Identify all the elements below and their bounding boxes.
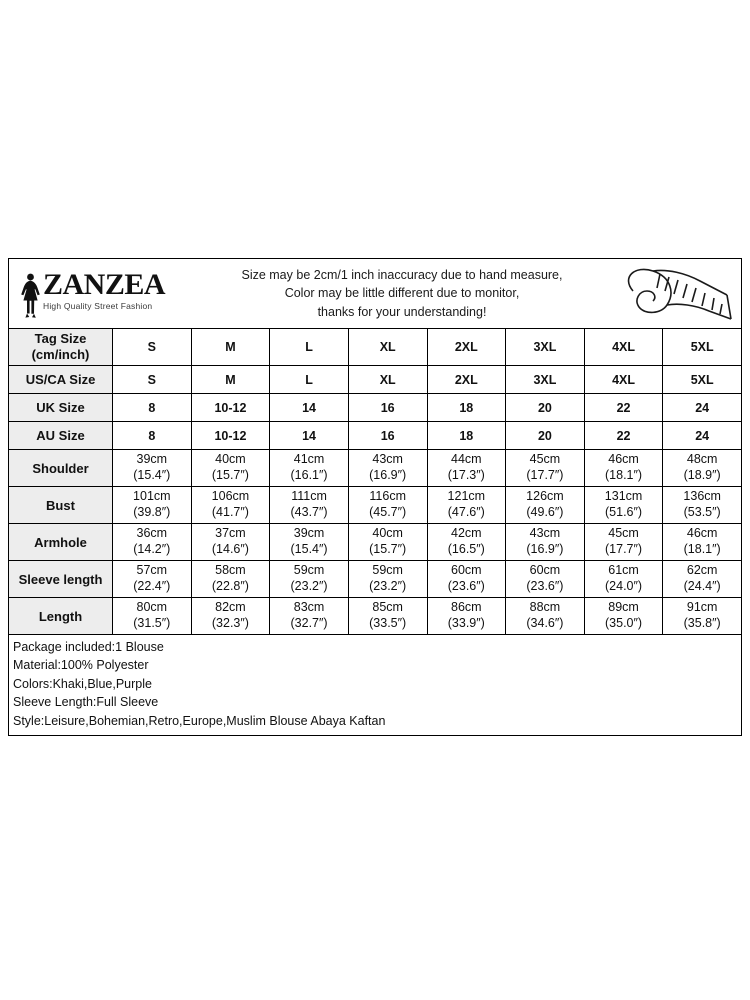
column-header-l: L: [270, 329, 349, 366]
cell-sleeve-3xl: [506, 561, 585, 598]
cell-au-3xl: 20: [506, 422, 585, 450]
brand-name: ZANZEA: [43, 267, 166, 301]
value-inch: (47.6″): [447, 505, 485, 519]
cell-sleeve-2xl: [427, 561, 506, 598]
cell-shoulder-s: [113, 450, 192, 487]
cell-bust-5xl: [663, 487, 742, 524]
cell-shoulder-4xl: [584, 450, 663, 487]
table-header-row: [9, 329, 742, 366]
table-row: [9, 422, 742, 450]
cell-uk-s: 8: [113, 394, 192, 422]
woman-silhouette-icon: [17, 272, 43, 318]
cell-us-ca-xl: XL: [348, 366, 427, 394]
cell-length-l: [270, 598, 349, 635]
cell-armhole-4xl: [584, 524, 663, 561]
cell-uk-5xl: 24: [663, 394, 742, 422]
tag-size-label: Tag Size: [34, 331, 87, 347]
value-cm: 80cm: [136, 600, 168, 615]
cell-us-ca-5xl: 5XL: [663, 366, 742, 394]
measurement-disclaimer: [199, 266, 605, 320]
value-cm: 106cm: [211, 489, 250, 504]
value-inch: (18.1″): [605, 468, 643, 482]
cell-au-4xl: 22: [584, 422, 663, 450]
cell-shoulder-xl: [348, 450, 427, 487]
value-cm: 111cm: [291, 489, 327, 504]
value-inch: (16.5″): [447, 542, 485, 556]
column-header-m: M: [191, 329, 270, 366]
value-inch: (51.6″): [605, 505, 643, 519]
detail-sleeve-length: Sleeve Length:Full Sleeve: [13, 695, 159, 710]
row-label-armhole: Armhole: [9, 524, 113, 561]
value-cm: 39cm: [293, 526, 325, 541]
cell-au-m: 10-12: [191, 422, 270, 450]
cell-au-s: 8: [113, 422, 192, 450]
value-cm: 40cm: [215, 452, 246, 467]
cell-uk-4xl: 22: [584, 394, 663, 422]
value-cm: 48cm: [686, 452, 718, 467]
value-inch: (34.6″): [526, 616, 564, 630]
value-cm: 45cm: [529, 452, 561, 467]
value-cm: 116cm: [369, 489, 406, 504]
value-inch: (22.4″): [133, 579, 171, 593]
value-inch: (41.7″): [211, 505, 249, 519]
cell-armhole-xl: [348, 524, 427, 561]
value-cm: 39cm: [136, 452, 168, 467]
cell-bust-4xl: [584, 487, 663, 524]
value-cm: 88cm: [529, 600, 561, 615]
cell-shoulder-2xl: [427, 450, 506, 487]
value-inch: (17.7″): [605, 542, 643, 556]
value-inch: (15.7″): [369, 542, 407, 556]
table-row: [9, 394, 742, 422]
cell-armhole-s: [113, 524, 192, 561]
value-inch: (23.2″): [369, 579, 407, 593]
disclaimer-line-2: Color may be little different due to monitor,: [284, 286, 520, 301]
column-header-3xl: 3XL: [506, 329, 585, 366]
row-label-uk-size: UK Size: [9, 394, 113, 422]
value-inch: (18.9″): [683, 468, 721, 482]
cell-shoulder-3xl: [506, 450, 585, 487]
value-inch: (31.5″): [133, 616, 171, 630]
size-table: [8, 328, 742, 635]
tag-size-sub: (cm/inch): [31, 347, 90, 362]
cell-length-2xl: [427, 598, 506, 635]
table-row: [9, 366, 742, 394]
value-cm: 41cm: [293, 452, 325, 467]
cell-uk-xl: 16: [348, 394, 427, 422]
cell-armhole-3xl: [506, 524, 585, 561]
cell-shoulder-m: [191, 450, 270, 487]
value-inch: (43.7″): [290, 505, 328, 519]
value-cm: 121cm: [447, 489, 486, 504]
value-cm: 136cm: [683, 489, 721, 504]
cell-sleeve-l: [270, 561, 349, 598]
cell-length-5xl: [663, 598, 742, 635]
cell-bust-3xl: [506, 487, 585, 524]
value-inch: (49.6″): [526, 505, 564, 519]
table-row: [9, 598, 742, 635]
value-cm: 131cm: [604, 489, 643, 504]
value-cm: 59cm: [372, 563, 403, 578]
table-row: [9, 561, 742, 598]
cell-au-2xl: 18: [427, 422, 506, 450]
value-inch: (14.6″): [211, 542, 249, 556]
cell-us-ca-l: L: [270, 366, 349, 394]
value-cm: 101cm: [133, 489, 171, 504]
cell-au-5xl: 24: [663, 422, 742, 450]
value-cm: 46cm: [608, 452, 639, 467]
cell-uk-m: 10-12: [191, 394, 270, 422]
value-inch: (16.9″): [369, 468, 407, 482]
table-row: [9, 487, 742, 524]
value-cm: 89cm: [608, 600, 639, 615]
tape-measure-icon: [605, 263, 735, 325]
value-cm: 85cm: [372, 600, 403, 615]
cell-us-ca-2xl: 2XL: [427, 366, 506, 394]
column-header-tag-size: [9, 329, 113, 366]
chart-header: [8, 258, 742, 328]
value-inch: (22.8″): [211, 579, 249, 593]
value-inch: (16.1″): [290, 468, 328, 482]
column-header-2xl: 2XL: [427, 329, 506, 366]
value-inch: (23.6″): [447, 579, 485, 593]
cell-sleeve-s: [113, 561, 192, 598]
cell-bust-xl: [348, 487, 427, 524]
value-inch: (15.4″): [290, 542, 328, 556]
row-label-shoulder: Shoulder: [9, 450, 113, 487]
cell-sleeve-5xl: [663, 561, 742, 598]
value-inch: (14.2″): [133, 542, 171, 556]
cell-armhole-2xl: [427, 524, 506, 561]
cell-shoulder-5xl: [663, 450, 742, 487]
value-inch: (33.5″): [369, 616, 407, 630]
cell-us-ca-4xl: 4XL: [584, 366, 663, 394]
column-header-4xl: 4XL: [584, 329, 663, 366]
value-cm: 44cm: [451, 452, 482, 467]
cell-us-ca-m: M: [191, 366, 270, 394]
cell-au-l: 14: [270, 422, 349, 450]
value-cm: 43cm: [529, 526, 561, 541]
cell-bust-2xl: [427, 487, 506, 524]
value-inch: (23.2″): [290, 579, 328, 593]
disclaimer-line-1: Size may be 2cm/1 inch inaccuracy due to hand measure,: [241, 268, 563, 283]
value-inch: (17.3″): [447, 468, 485, 482]
detail-material: Material:100% Polyester: [13, 658, 149, 673]
cell-shoulder-l: [270, 450, 349, 487]
row-label-au-size: AU Size: [9, 422, 113, 450]
detail-style: Style:Leisure,Bohemian,Retro,Europe,Muslim Blouse Abaya Kaftan: [13, 713, 386, 728]
value-inch: (18.1″): [683, 542, 721, 556]
value-inch: (32.3″): [211, 616, 249, 630]
value-inch: (15.4″): [133, 468, 171, 482]
row-label-us-ca-size: US/CA Size: [9, 366, 113, 394]
value-inch: (53.5″): [683, 505, 721, 519]
cell-bust-s: [113, 487, 192, 524]
row-label-length: Length: [9, 598, 113, 635]
value-inch: (32.7″): [290, 616, 328, 630]
cell-au-xl: 16: [348, 422, 427, 450]
cell-length-3xl: [506, 598, 585, 635]
cell-armhole-m: [191, 524, 270, 561]
value-cm: 86cm: [451, 600, 482, 615]
cell-uk-3xl: 20: [506, 394, 585, 422]
value-inch: (15.7″): [211, 468, 249, 482]
value-cm: 57cm: [136, 563, 168, 578]
product-details: [8, 635, 742, 736]
value-cm: 46cm: [686, 526, 718, 541]
cell-length-m: [191, 598, 270, 635]
cell-bust-m: [191, 487, 270, 524]
brand-logo: [9, 267, 199, 318]
value-cm: 82cm: [215, 600, 246, 615]
value-cm: 83cm: [293, 600, 325, 615]
brand-tagline: High Quality Street Fashion: [43, 300, 153, 311]
cell-sleeve-4xl: [584, 561, 663, 598]
column-header-5xl: 5XL: [663, 329, 742, 366]
cell-length-4xl: [584, 598, 663, 635]
value-cm: 126cm: [526, 489, 564, 504]
cell-us-ca-3xl: 3XL: [506, 366, 585, 394]
cell-sleeve-xl: [348, 561, 427, 598]
value-cm: 42cm: [451, 526, 482, 541]
column-header-s: S: [113, 329, 192, 366]
cell-length-s: [113, 598, 192, 635]
value-cm: 60cm: [451, 563, 482, 578]
value-inch: (35.8″): [683, 616, 721, 630]
value-inch: (39.8″): [133, 505, 171, 519]
value-inch: (35.0″): [605, 616, 643, 630]
value-cm: 45cm: [608, 526, 639, 541]
value-cm: 61cm: [608, 563, 639, 578]
value-inch: (24.0″): [605, 579, 643, 593]
detail-package-included: Package included:1 Blouse: [13, 640, 164, 654]
value-cm: 91cm: [686, 600, 718, 615]
value-cm: 60cm: [529, 563, 561, 578]
value-cm: 40cm: [372, 526, 403, 541]
cell-sleeve-m: [191, 561, 270, 598]
cell-bust-l: [270, 487, 349, 524]
value-inch: (24.4″): [683, 579, 721, 593]
value-cm: 37cm: [215, 526, 246, 541]
row-label-bust: Bust: [9, 487, 113, 524]
table-row: [9, 450, 742, 487]
cell-uk-l: 14: [270, 394, 349, 422]
cell-us-ca-s: S: [113, 366, 192, 394]
disclaimer-line-3: thanks for your understanding!: [317, 304, 487, 319]
cell-armhole-5xl: [663, 524, 742, 561]
value-cm: 59cm: [293, 563, 325, 578]
value-inch: (16.9″): [526, 542, 564, 556]
value-cm: 58cm: [215, 563, 246, 578]
cell-armhole-l: [270, 524, 349, 561]
size-chart-container: [8, 258, 742, 736]
detail-colors: Colors:Khaki,Blue,Purple: [13, 676, 152, 691]
value-inch: (17.7″): [526, 468, 564, 482]
table-row: [9, 524, 742, 561]
value-inch: (23.6″): [526, 579, 564, 593]
value-cm: 62cm: [686, 563, 718, 578]
value-cm: 43cm: [372, 452, 403, 467]
cell-length-xl: [348, 598, 427, 635]
column-header-xl: XL: [348, 329, 427, 366]
value-cm: 36cm: [136, 526, 168, 541]
value-inch: (33.9″): [447, 616, 485, 630]
cell-uk-2xl: 18: [427, 394, 506, 422]
row-label-sleeve-length: Sleeve length: [9, 561, 113, 598]
value-inch: (45.7″): [369, 505, 407, 519]
